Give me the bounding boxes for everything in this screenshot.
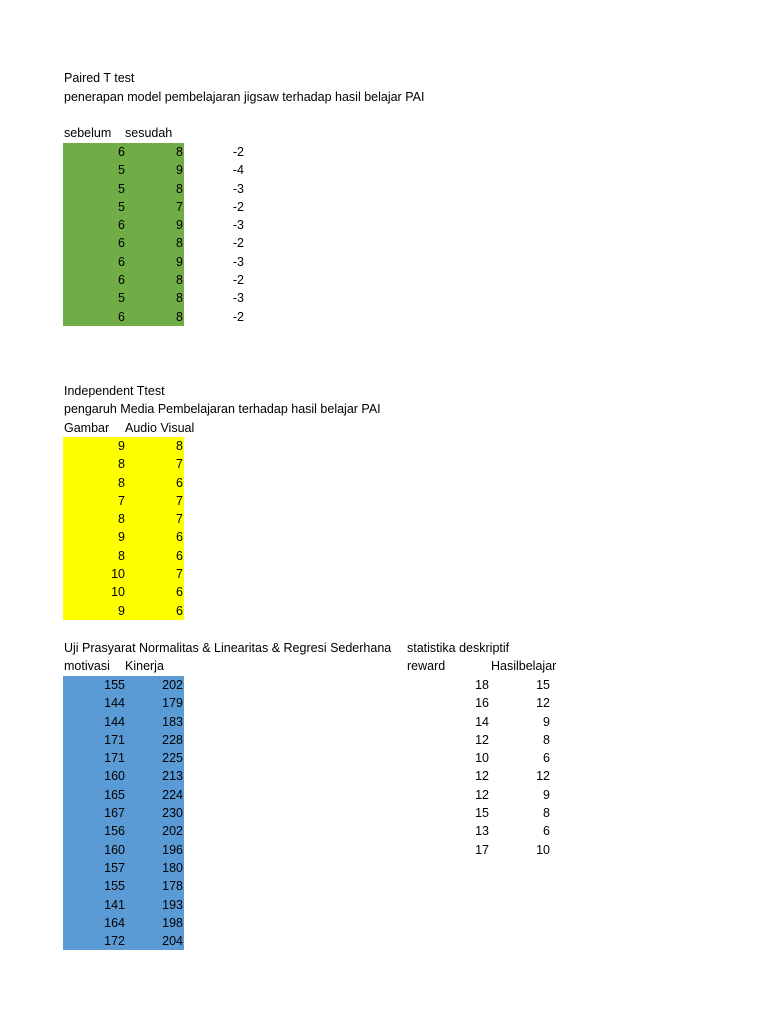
table-row — [400, 731, 550, 749]
cell-col2: 15 — [536, 678, 550, 692]
cell-col1: 141 — [104, 897, 125, 912]
cell-col2: 9 — [543, 787, 550, 802]
paired-subtitle: penerapan model pembelajaran jigsaw terhadap hasil belajar PAI — [64, 90, 425, 104]
cell-col1: 9 — [118, 439, 125, 453]
cell-col1: 10 — [111, 585, 125, 600]
cell-col1: 10 — [475, 751, 489, 766]
cell-col2: 9 — [176, 218, 183, 233]
table-row — [63, 271, 184, 289]
table-row — [63, 731, 184, 749]
cell-col1: 8 — [118, 475, 125, 490]
cell-col1: 16 — [475, 696, 489, 711]
cell-col1: 171 — [104, 732, 125, 747]
table-row — [400, 841, 550, 859]
cell-col1: 6 — [118, 218, 125, 233]
table-row — [63, 822, 184, 840]
table-row — [63, 198, 184, 216]
table-row — [63, 877, 184, 895]
cell-col1: 171 — [104, 751, 125, 766]
table-row — [63, 914, 184, 932]
table-row — [63, 289, 184, 307]
cell-col2: 8 — [176, 273, 183, 288]
cell-col1: 5 — [118, 291, 125, 306]
table-row — [63, 841, 184, 859]
cell-col2: 202 — [162, 824, 183, 839]
table-row — [63, 455, 184, 473]
difference-cell: -2 — [232, 273, 244, 288]
cell-col1: 156 — [104, 824, 125, 839]
table-row — [63, 492, 184, 510]
cell-col2: 204 — [162, 934, 183, 949]
cell-col1: 6 — [118, 145, 125, 159]
cell-col2: 8 — [176, 291, 183, 306]
cell-col1: 7 — [118, 493, 125, 508]
cell-col2: 6 — [176, 585, 183, 600]
table-row — [63, 896, 184, 914]
table-row — [63, 437, 184, 455]
cell-col1: 8 — [118, 548, 125, 563]
table-row — [63, 528, 184, 546]
cell-col2: 8 — [176, 439, 183, 453]
cell-col1: 144 — [104, 696, 125, 711]
independent-title: Independent Ttest — [64, 384, 165, 398]
table-row — [63, 767, 184, 785]
cell-col2: 193 — [162, 897, 183, 912]
table-row — [63, 694, 184, 712]
cell-col2: 9 — [543, 714, 550, 729]
cell-col1: 12 — [475, 769, 489, 784]
difference-cell: -2 — [232, 309, 244, 324]
cell-col1: 12 — [475, 732, 489, 747]
cell-col1: 6 — [118, 236, 125, 251]
cell-col1: 9 — [118, 603, 125, 618]
cell-col1: 155 — [104, 678, 125, 692]
table-row — [400, 822, 550, 840]
cell-col1: 13 — [475, 824, 489, 839]
independent-header-gambar: Gambar — [64, 421, 110, 435]
cell-col2: 7 — [176, 512, 183, 527]
cell-col1: 18 — [475, 678, 489, 692]
cell-col2: 8 — [176, 145, 183, 159]
difference-cell: -3 — [232, 181, 244, 196]
cell-col1: 6 — [118, 273, 125, 288]
table-row — [63, 216, 184, 234]
cell-col2: 198 — [162, 915, 183, 930]
cell-col1: 157 — [104, 860, 125, 875]
table-row — [400, 713, 550, 731]
cell-col1: 9 — [118, 530, 125, 545]
table-row — [400, 694, 550, 712]
cell-col2: 6 — [176, 530, 183, 545]
table-row — [63, 804, 184, 822]
cell-col2: 225 — [162, 751, 183, 766]
cell-col2: 6 — [176, 475, 183, 490]
descriptive-header-hasilbelajar: Hasilbelajar — [491, 659, 557, 673]
independent-header-audio-visual: Audio Visual — [125, 421, 195, 435]
table-row — [63, 786, 184, 804]
cell-col2: 12 — [536, 769, 550, 784]
cell-col1: 6 — [118, 309, 125, 324]
cell-col1: 14 — [475, 714, 489, 729]
cell-col2: 6 — [543, 751, 550, 766]
table-row — [400, 786, 550, 804]
cell-col1: 144 — [104, 714, 125, 729]
regression-header-kinerja: Kinerja — [125, 659, 164, 673]
cell-col1: 17 — [475, 842, 489, 857]
cell-col1: 165 — [104, 787, 125, 802]
cell-col1: 8 — [118, 457, 125, 472]
paired-data-block — [63, 143, 184, 326]
cell-col1: 10 — [111, 567, 125, 582]
cell-col2: 7 — [176, 493, 183, 508]
difference-cell: -2 — [232, 199, 244, 214]
cell-col1: 8 — [118, 512, 125, 527]
cell-col2: 213 — [162, 769, 183, 784]
cell-col1: 15 — [475, 806, 489, 821]
cell-col2: 6 — [543, 824, 550, 839]
cell-col2: 196 — [162, 842, 183, 857]
cell-col1: 5 — [118, 199, 125, 214]
cell-col1: 12 — [475, 787, 489, 802]
difference-cell: -3 — [232, 291, 244, 306]
independent-data-block — [63, 437, 184, 620]
cell-col1: 155 — [104, 879, 125, 894]
cell-col2: 9 — [176, 163, 183, 178]
table-row — [63, 547, 184, 565]
table-row — [400, 767, 550, 785]
cell-col2: 7 — [176, 199, 183, 214]
cell-col2: 8 — [176, 181, 183, 196]
regression-header-motivasi: motivasi — [64, 659, 110, 673]
cell-col2: 230 — [162, 806, 183, 821]
cell-col2: 202 — [162, 678, 183, 692]
table-row — [63, 474, 184, 492]
cell-col1: 160 — [104, 842, 125, 857]
cell-col2: 8 — [543, 806, 550, 821]
cell-col2: 224 — [162, 787, 183, 802]
table-row — [63, 676, 184, 694]
cell-col2: 12 — [536, 696, 550, 711]
cell-col1: 164 — [104, 915, 125, 930]
difference-cell: -4 — [232, 163, 244, 178]
difference-cell: -2 — [232, 145, 244, 159]
table-row — [63, 859, 184, 877]
difference-cell: -3 — [232, 218, 244, 233]
cell-col2: 8 — [543, 732, 550, 747]
table-row — [400, 804, 550, 822]
table-row — [63, 565, 184, 583]
table-row — [63, 749, 184, 767]
table-row — [400, 676, 550, 694]
cell-col2: 7 — [176, 457, 183, 472]
descriptive-data-block — [400, 676, 550, 859]
difference-cell: -2 — [232, 236, 244, 251]
table-row — [63, 510, 184, 528]
table-row — [63, 932, 184, 950]
independent-subtitle: pengaruh Media Pembelajaran terhadap hasil belajar PAI — [64, 402, 381, 416]
cell-col1: 172 — [104, 934, 125, 949]
cell-col1: 6 — [118, 254, 125, 269]
table-row — [63, 602, 184, 620]
cell-col2: 8 — [176, 309, 183, 324]
paired-title: Paired T test — [64, 71, 135, 85]
paired-difference-column — [200, 143, 244, 326]
cell-col2: 10 — [536, 842, 550, 857]
cell-col2: 9 — [176, 254, 183, 269]
cell-col2: 7 — [176, 567, 183, 582]
table-row — [63, 308, 184, 326]
regression-data-block — [63, 676, 184, 950]
cell-col1: 160 — [104, 769, 125, 784]
cell-col1: 5 — [118, 181, 125, 196]
cell-col2: 183 — [162, 714, 183, 729]
cell-col2: 6 — [176, 548, 183, 563]
table-row — [63, 234, 184, 252]
descriptive-title: statistika deskriptif — [407, 641, 510, 655]
table-row — [63, 583, 184, 601]
table-row — [63, 143, 184, 161]
cell-col2: 180 — [162, 860, 183, 875]
regression-title: Uji Prasyarat Normalitas & Linearitas & Regresi Sederhana — [64, 641, 392, 655]
table-row — [63, 713, 184, 731]
cell-col1: 5 — [118, 163, 125, 178]
table-row — [63, 180, 184, 198]
table-row — [63, 253, 184, 271]
cell-col2: 228 — [162, 732, 183, 747]
difference-cell: -3 — [232, 254, 244, 269]
paired-header-sesudah: sesudah — [125, 126, 173, 140]
table-row — [400, 749, 550, 767]
descriptive-header-reward: reward — [407, 659, 446, 673]
table-row — [63, 161, 184, 179]
cell-col2: 6 — [176, 603, 183, 618]
paired-header-sebelum: sebelum — [64, 126, 112, 140]
cell-col1: 167 — [104, 806, 125, 821]
cell-col2: 179 — [162, 696, 183, 711]
cell-col2: 178 — [162, 879, 183, 894]
cell-col2: 8 — [176, 236, 183, 251]
